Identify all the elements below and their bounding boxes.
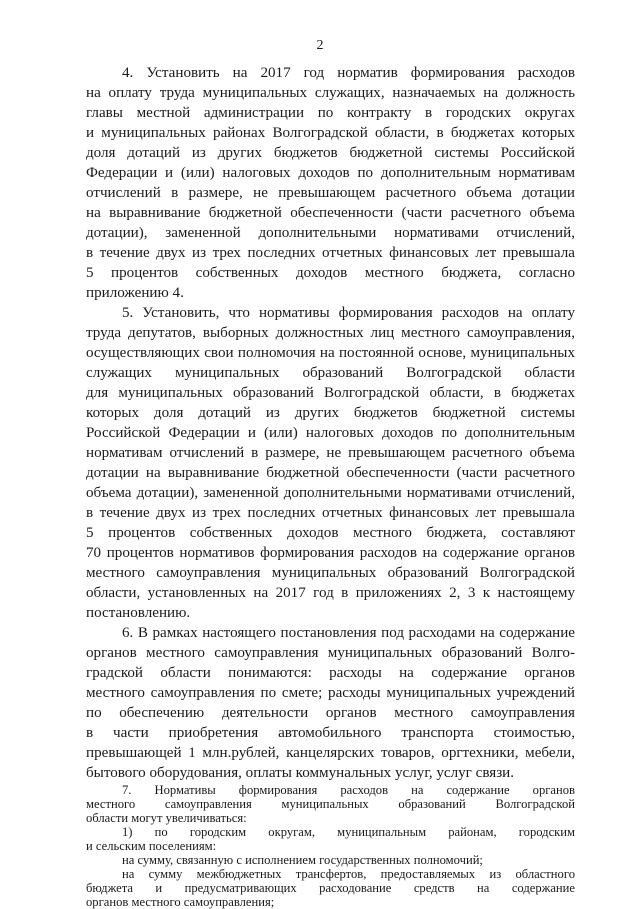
text-line: органов местного самоуправления;	[86, 895, 275, 909]
text-line: и сельским поселениям:	[86, 839, 217, 853]
text-line: местного самоуправления по смете; расходы муниципальных учреждений	[86, 685, 575, 701]
text-line: дотации на выравнивание бюджетной обеспеченности (части расчетного	[86, 465, 575, 481]
text-line: 4. Установить на 2017 год норматив формирования расходов	[122, 65, 575, 81]
text-line: доля дотаций из других бюджетов бюджетной системы Российской	[86, 145, 575, 161]
text-line: области могут увеличиваться:	[86, 811, 247, 825]
text-line: на сумму межбюджетных трансфертов, предоставляемых из областного	[122, 867, 575, 881]
text-line: постановлению.	[86, 605, 191, 621]
text-line: в части приобретения автомобильного транспорта стоимостью,	[86, 725, 575, 741]
text-line: 5 процентов собственных доходов местного бюджета, согласно	[86, 265, 575, 281]
text-line: органов местного самоуправления муниципальных образований Волго-	[86, 645, 575, 661]
text-line: труда депутатов, выборных должностных лиц местного самоуправления,	[86, 325, 575, 341]
text-line: в течение двух из трех последних отчетных финансовых лет превышала	[86, 245, 575, 261]
text-line: отчислений в размере, не превышающем расчетного объема дотации	[86, 185, 575, 201]
text-line: в течение двух из трех последних отчетных финансовых лет превышала	[86, 505, 575, 521]
text-line: 6. В рамках настоящего постановления под расходами на содержание	[122, 625, 575, 641]
text-line: главы местной администрации по контракту в городских округах	[86, 105, 575, 121]
text-line: служащих муниципальных образований Волгоградской области	[86, 365, 575, 381]
text-line: 7. Нормативы формирования расходов на содержание органов	[122, 783, 575, 797]
text-line: на выравнивание бюджетной обеспеченности (части расчетного объема	[86, 205, 575, 221]
text-line: по обеспечению деятельности органов местного самоуправления	[86, 705, 575, 721]
text-line: на оплату труда муниципальных служащих, назначаемых на должность	[86, 85, 575, 101]
text-line: бытового оборудования, оплаты коммунальных услуг, услуг связи.	[86, 765, 515, 781]
text-line: 70 процентов нормативов формирования расходов на содержание органов	[86, 545, 575, 561]
text-line: 5 процентов собственных доходов местного бюджета, составляют	[86, 525, 575, 541]
text-line: Российской Федерации и (или) налоговых доходов по дополнительным	[86, 425, 575, 441]
text-line: 1) по городским округам, муниципальным районам, городским	[122, 825, 575, 839]
page-number: 2	[316, 38, 324, 53]
text-line: объема дотации), замененной дополнительными нормативами отчислений,	[86, 485, 575, 501]
text-line: превышающей 1 млн.рублей, канцелярских товаров, оргтехники, мебели,	[86, 745, 575, 761]
text-line: дотации), замененной дополнительными нормативами отчислений,	[86, 225, 575, 241]
text-line: градской области понимаются: расходы на содержание органов	[86, 665, 575, 681]
text-line: Федерации и (или) налоговых доходов по дополнительным нормативам	[86, 165, 575, 181]
text-line: осуществляющих свои полномочия на постоянной основе, муниципальных	[86, 345, 575, 361]
text-line: области, установленных на 2017 год в приложениях 2, 3 к настоящему	[86, 585, 575, 601]
text-line: приложению 4.	[86, 285, 184, 301]
text-line: и муниципальных районах Волгоградской области, в бюджетах которых	[86, 125, 575, 141]
text-line: бюджета и предусматривающих расходование средств на содержание	[86, 881, 575, 895]
text-line: местного самоуправления муниципальных образований Волгоградской	[86, 797, 575, 811]
text-line: на сумму, связанную с исполнением государственных полномочий;	[122, 853, 483, 867]
text-line: для муниципальных образований Волгоградской области, в бюджетах	[86, 385, 575, 401]
text-line: местного самоуправления муниципальных образований Волгоградской	[86, 565, 575, 581]
text-line: 5. Установить, что нормативы формирования расходов на оплату	[122, 305, 575, 321]
text-line: нормативам отчислений в размере, не превышающем расчетного объема	[86, 445, 575, 461]
text-line: которых доля дотаций из других бюджетов бюджетной системы	[86, 405, 575, 421]
